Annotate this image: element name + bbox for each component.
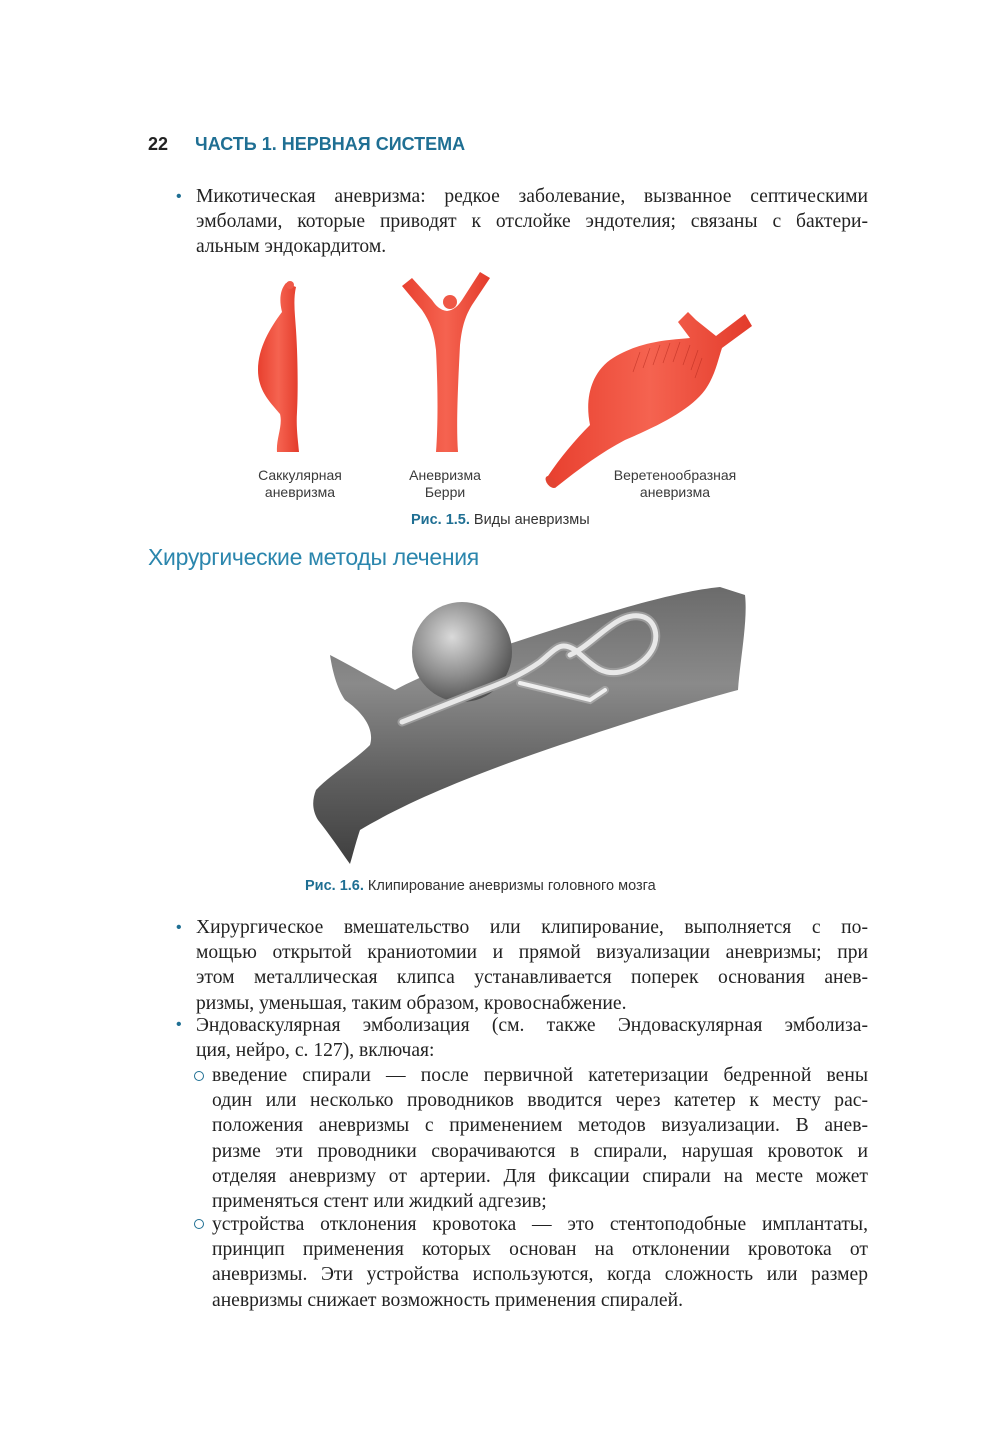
- text-line: принцип применения которых основан на отклонении кровотока от: [212, 1239, 868, 1261]
- section-heading: Хирургические методы лечения: [148, 544, 479, 570]
- label-line: аневризма: [264, 484, 336, 500]
- flow-diverter-paragraph: [212, 1212, 868, 1313]
- endovascular-paragraph: [196, 1013, 868, 1063]
- blood-vessel-illustration: [313, 587, 745, 864]
- text-line: Хирургическое вмешательство или клипирование, выполняется с по-: [196, 917, 868, 938]
- label-line: Берри: [424, 484, 466, 500]
- page-number: 22: [148, 134, 169, 154]
- circle-bullet-icon: [194, 1219, 204, 1229]
- text-line: отделяя аневризму от артерии. Для фиксации спирали на месте может: [212, 1165, 868, 1187]
- text-line: этом металлическая клипса устанавливается поперек основания анев-: [196, 967, 868, 989]
- text-line: эмболами, которые приводят к отслойке эндотелия; связаны с бактери-: [196, 211, 868, 233]
- label-line: Веретенообразная: [613, 467, 737, 483]
- text-line: устройства отклонения кровотока — это стентоподобные имплантаты,: [212, 1214, 868, 1235]
- text-line: введение спирали — после первичной катетеризации бедренной вены: [212, 1065, 868, 1086]
- text-line: аневризмы. Эти устройства используются, когда сложность или размер: [212, 1264, 868, 1286]
- text-line: аневризмы снижает возможность применения спиралей.: [212, 1289, 684, 1311]
- text-line: альным эндокардитом.: [196, 236, 387, 258]
- caption-number: Рис. 1.6.: [305, 878, 364, 894]
- text-line: один или несколько проводников вводится через катетер к месту рас-: [212, 1090, 868, 1112]
- surgery-paragraph: [196, 915, 868, 1016]
- text-line: Эндоваскулярная эмболизация (см. также Эндоваскулярная эмболиза-: [196, 1015, 868, 1036]
- figure-1-6-caption: [305, 878, 656, 894]
- text-line: положения аневризмы с применением методов визуализации. В анев-: [212, 1115, 868, 1137]
- bullet-icon: •: [176, 1016, 182, 1033]
- label-line: Аневризма: [409, 467, 481, 483]
- bullet-icon: •: [176, 919, 182, 936]
- text-line: мощью открытой краниотомии и прямой визуализации аневризмы; при: [196, 942, 868, 964]
- label-line: Саккулярная: [258, 467, 342, 483]
- text-line: ризмы, уменьшая, таким образом, кровоснабжение.: [196, 992, 627, 1014]
- caption-number: Рис. 1.5.: [411, 512, 470, 528]
- circle-bullet-icon: [194, 1071, 204, 1081]
- text-line: ция, нейро, с. 127), включая:: [196, 1040, 435, 1062]
- text-line: ризме эти проводники сворачиваются в спирали, нарушая кровоток и: [212, 1140, 868, 1162]
- text-line: Микотическая аневризма: редкое заболевание, вызванное септическими: [196, 186, 868, 207]
- bullet-icon: •: [176, 188, 182, 205]
- caption-text: Виды аневризмы: [473, 512, 590, 528]
- chapter-title: ЧАСТЬ 1. НЕРВНАЯ СИСТЕМА: [195, 134, 466, 154]
- label-line: аневризма: [639, 484, 711, 500]
- coil-paragraph: [212, 1063, 868, 1214]
- text-line: применяться стент или жидкий адгезив;: [212, 1190, 547, 1212]
- caption-text: Клипирование аневризмы головного мозга: [367, 878, 656, 894]
